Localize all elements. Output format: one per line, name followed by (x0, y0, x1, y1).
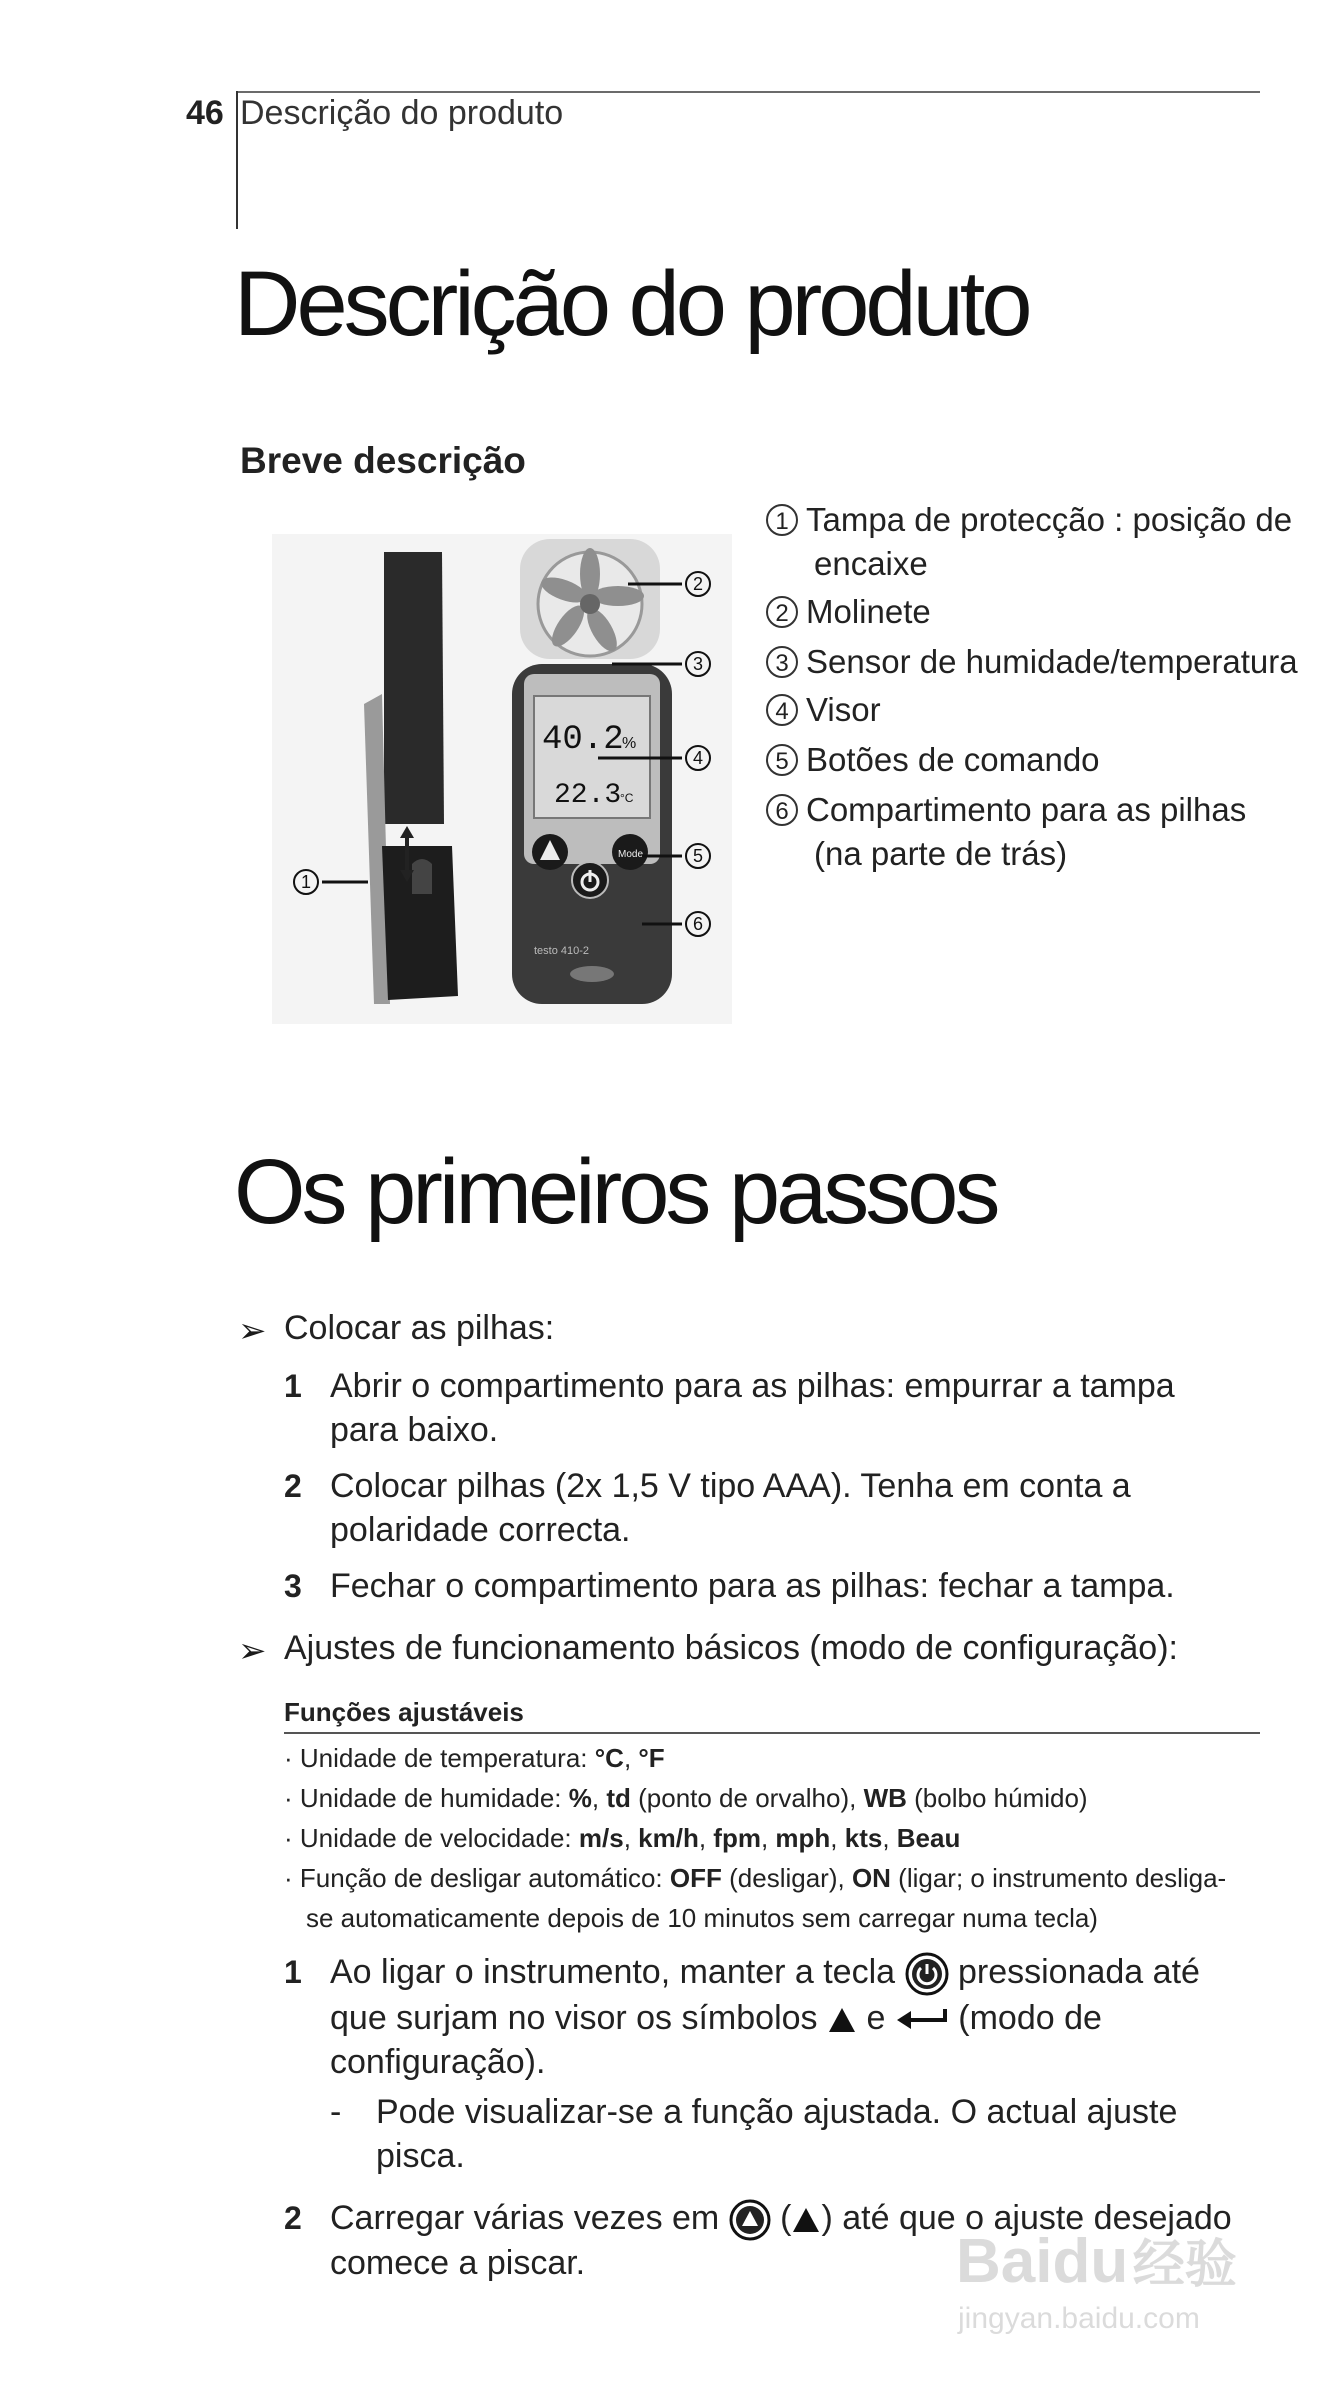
callout-6: 6 (692, 914, 704, 934)
functions-list (284, 1738, 1264, 1938)
instrument-image (512, 539, 672, 1004)
step-1-settings: 1 Ao ligar o instrumento, manter a tecla pressionada até que surjam no visor os símbolos e (modo de configuração). - Pode visualizar-se a função ajustada. O actual ajuste pisca. (284, 1950, 1284, 2178)
display-reading-2: 22.3 (554, 780, 622, 811)
callout-2: 2 (692, 574, 704, 594)
callout-1: 1 (300, 872, 312, 892)
task-arrow-icon: ➢ (238, 1632, 267, 1670)
product-figure (272, 534, 732, 1024)
step-2-batteries: 2 Colocar pilhas (2x 1,5 V tipo AAA). Tenha em conta a polaridade correcta. (284, 1467, 1131, 1549)
functions-rule (284, 1732, 1260, 1734)
up-triangle-icon (827, 2005, 857, 2035)
header-rule (238, 91, 1260, 93)
running-header: Descrição do produto (240, 94, 564, 132)
legend-item-4: 4 Visor (766, 688, 881, 732)
page-number: 46 (186, 94, 224, 132)
watermark-url: jingyan.baidu.com (958, 2302, 1200, 2335)
task-arrow-icon: ➢ (238, 1312, 267, 1350)
callout-3: 3 (692, 654, 704, 674)
callout-4: 4 (692, 748, 704, 768)
figure-legend (766, 498, 1326, 888)
legend-item-6: 6 Compartimento para as pilhas (766, 788, 1246, 832)
section-title-product-description: Descrição do produto (234, 253, 1029, 355)
power-button-icon (905, 1952, 949, 1996)
step-1-batteries: 1 Abrir o compartimento para as pilhas: empurrar a tampa para baixo. (284, 1367, 1175, 1449)
enter-arrow-icon (895, 2005, 949, 2035)
legend-item-6-cont: (na parte de trás) (814, 835, 1068, 872)
up-triangle-icon (791, 2205, 821, 2235)
callout-5: 5 (692, 846, 704, 866)
up-button-icon (729, 2199, 771, 2241)
mode-button-label: Mode (618, 849, 644, 860)
function-item-velocity: · Unidade de velocidade: m/s, km/h, fpm, mph, kts, Beau (284, 1823, 961, 1853)
watermark-logo: Baidu 经验 (956, 2227, 1237, 2296)
step-2-settings: 2 Carregar várias vezes em ( ) até que o ajuste desejado comece a piscar. (284, 2199, 1232, 2283)
function-item-humidity: · Unidade de humidade: %, td (ponto de orvalho), WB (bolbo húmido) (284, 1783, 1088, 1813)
step-1-subnote: - Pode visualizar-se a função ajustada. O actual ajuste pisca. (330, 2093, 1178, 2176)
legend-item-3: 3 Sensor de humidade/temperatura (766, 640, 1298, 684)
device-model-label: testo 410-2 (534, 945, 590, 957)
function-item-auto-off: · Função de desligar automático: OFF (desligar), ON (ligar; o instrumento desliga- (284, 1863, 1227, 1893)
task-heading-settings: Ajustes de funcionamento básicos (modo de configuração): (284, 1629, 1178, 1667)
legend-item-1-cont: encaixe (814, 545, 928, 582)
legend-item-2: 2 Molinete (766, 590, 931, 634)
subsection-title-brief: Breve descrição (240, 440, 526, 481)
header-vertical-rule (236, 91, 238, 229)
display-unit-2: °C (620, 791, 634, 805)
step-3-batteries: 3 Fechar o compartimento para as pilhas: fechar a tampa. (284, 1567, 1175, 1605)
display-unit-1: % (622, 735, 637, 752)
functions-title: Funções ajustáveis (284, 1697, 524, 1727)
legend-item-5: 5 Botões de comando (766, 738, 1100, 782)
legend-item-1: 1 Tampa de protecção : posição de (766, 498, 1292, 542)
function-item-auto-off-cont: se automaticamente depois de 10 minutos sem carregar numa tecla) (306, 1903, 1098, 1933)
display-reading-1: 40.2 (542, 721, 624, 759)
function-item-temperature: · Unidade de temperatura: °C, °F (284, 1743, 665, 1773)
task-heading-batteries: Colocar as pilhas: (284, 1309, 555, 1347)
section-title-first-steps: Os primeiros passos (234, 1141, 997, 1243)
